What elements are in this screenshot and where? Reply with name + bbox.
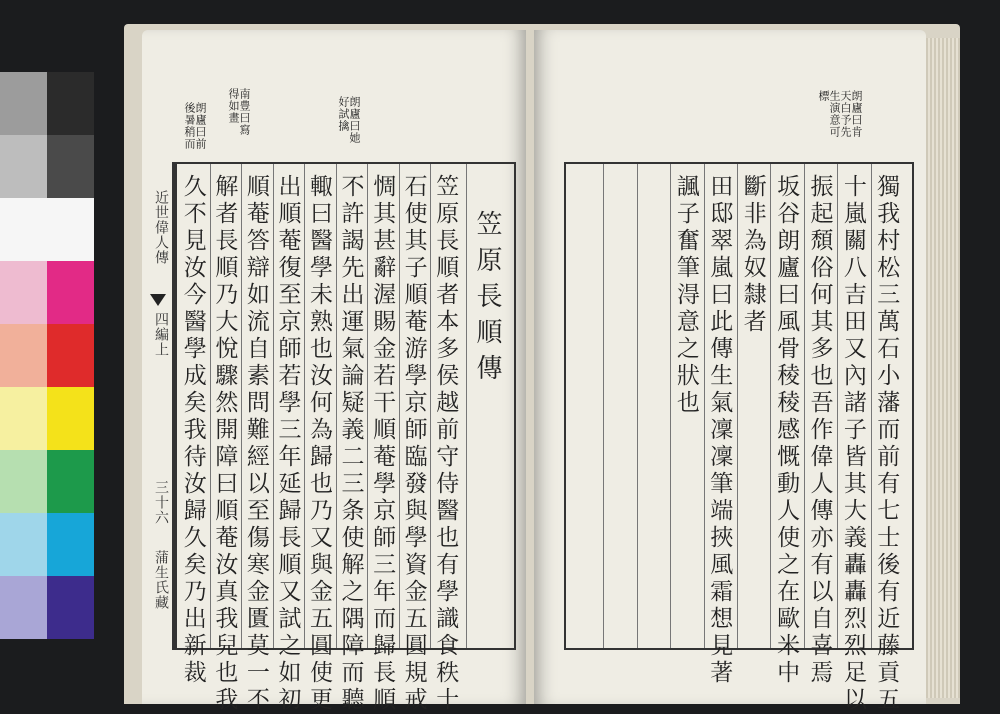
biography-heading: 笠原長順傳 — [472, 210, 502, 390]
color-swatch — [47, 387, 94, 450]
color-swatch — [47, 513, 94, 576]
column-rule — [837, 164, 838, 648]
column-rule — [273, 164, 274, 648]
text-column: 振起頹俗何其多也吾作偉人傳亦有以自喜焉 — [806, 174, 833, 687]
color-swatch — [47, 261, 94, 324]
color-swatch — [0, 450, 47, 513]
margin-page-number: 三十六 — [153, 480, 169, 525]
text-column: 獨我村松三萬石小藩而前有七士後有近藤貢五 — [873, 174, 900, 714]
page-edges — [926, 38, 960, 698]
text-column: 出順菴復至京師若學三年延歸長順又試之如初 — [274, 174, 301, 714]
column-rule — [304, 164, 305, 648]
column-rule — [804, 164, 805, 648]
text-column: 十嵐關八吉田又內諸子皆其大義轟轟烈烈足以 — [839, 174, 866, 714]
text-column: 惆其甚辭渥賜金若干順菴學京師三年而歸長順 — [369, 174, 396, 714]
color-swatch — [47, 135, 94, 198]
column-rule — [871, 164, 872, 648]
column-rule — [399, 164, 400, 648]
color-swatch — [0, 387, 47, 450]
margin-publisher: 蒲生氏藏 — [153, 550, 169, 610]
color-swatch — [0, 513, 47, 576]
column-rule — [336, 164, 337, 648]
text-column: 田邸翠嵐曰此傳生氣凜凜筆端挾風霜想見著 — [706, 174, 733, 687]
frame-divider — [174, 164, 177, 648]
head-note: 朗廬曰她 好試擒 — [337, 96, 361, 144]
text-column: 笠原長順者本多侯越前守侍醫也有學識食秩十 — [432, 174, 459, 714]
color-swatch — [47, 576, 94, 639]
color-swatch — [47, 198, 94, 261]
right-page — [534, 30, 926, 714]
color-swatch — [0, 135, 47, 198]
color-swatch — [47, 324, 94, 387]
color-swatch — [47, 72, 94, 135]
text-frame — [172, 162, 516, 714]
text-column: 坂谷朗廬曰風骨稜稜感慨動人使之在歐米中 — [773, 174, 800, 687]
text-frame — [564, 162, 914, 714]
column-rule — [210, 164, 211, 648]
column-rule — [466, 164, 467, 648]
text-column: 久不見汝今醫學成矣我待汝歸久矣乃出新裁 — [179, 174, 206, 687]
column-rule — [704, 164, 705, 648]
column-rule — [737, 164, 738, 648]
text-column: 輙曰醫學未熟也汝何為歸也乃又與金五圓使更 — [306, 174, 332, 714]
color-calibration-chart — [0, 72, 94, 640]
margin-volume: 四編上 — [153, 312, 169, 357]
column-rule — [241, 164, 242, 648]
column-rule — [770, 164, 771, 648]
text-column: 石使其子順菴游學京師臨發與學資金五圓規戒 — [400, 174, 427, 714]
text-column: 斷非為奴隸者 — [739, 174, 766, 336]
column-rule — [430, 164, 431, 648]
left-page — [142, 30, 526, 714]
text-column: 不許謁先出運氣論疑義二三条使解之隅障而聽 — [337, 174, 364, 714]
head-note: 朗廬曰前 後暑稍而 — [183, 102, 207, 150]
fish-tail-mark — [150, 294, 166, 306]
color-swatch — [0, 324, 47, 387]
color-swatch — [47, 450, 94, 513]
color-swatch — [0, 576, 47, 639]
margin-book-title: 近世偉人傳 — [153, 190, 169, 265]
column-rule — [367, 164, 368, 648]
head-note: 朗廬曰肯 天白予先 生演意可 標 — [817, 90, 863, 138]
text-column: 解者長順乃大悅驟然開障曰順菴汝真我兒也我 — [211, 174, 238, 714]
open-book — [124, 24, 960, 714]
color-swatch — [0, 261, 47, 324]
column-rule — [637, 164, 638, 648]
text-column: 順菴答辯如流自素問難經以至傷寒金匱莫一不 — [242, 174, 269, 714]
column-rule — [603, 164, 604, 648]
column-rule — [670, 164, 671, 648]
text-column: 諷子奮筆淂意之狀也 — [672, 174, 699, 417]
head-note: 南豊曰寫 得如畫 — [227, 88, 251, 136]
color-swatch — [0, 72, 47, 135]
color-swatch — [0, 198, 47, 261]
